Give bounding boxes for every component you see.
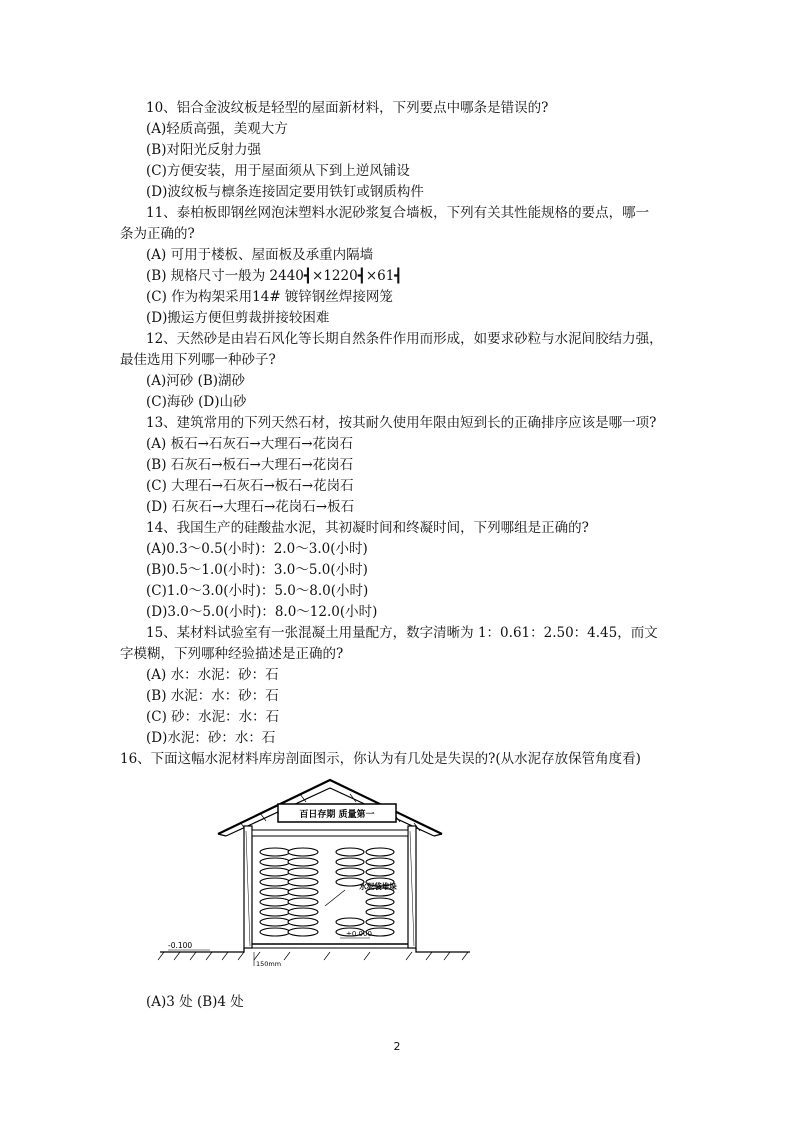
- question-15: 15、某材料试验室有一张混凝土用量配方，数字清晰为 1：0.61：2.50：4.45，而文: [146, 625, 658, 641]
- option-11a: (A) 可用于楼板、屋面板及承重内隔墙: [146, 247, 374, 263]
- question-11: 11、泰柏板即钢丝网泡沫塑料水泥砂浆复合墙板，下列有关其性能规格的要点，哪一: [146, 205, 650, 221]
- level-label: ±0.000: [346, 930, 372, 938]
- dimension-label: 150mm: [256, 960, 282, 968]
- option-13c: (C) 大理石→石灰石→板石→花岗石: [146, 478, 354, 494]
- option-15d: (D)水泥：砂：水：石: [146, 730, 276, 746]
- option-10a: (A)轻质高强，美观大方: [146, 121, 288, 137]
- option-11d: (D)搬运方便但剪裁拼接较困难: [146, 310, 330, 326]
- question-12: 12、天然砂是由岩石风化等长期自然条件作用而形成，如要求砂粒与水泥间胶结力强，: [146, 331, 663, 347]
- question-15-cont: 字模糊，下列哪种经验描述是正确的?: [120, 646, 344, 662]
- option-12cd: (C)海砂 (D)山砂: [146, 394, 247, 410]
- question-16: 16、下面这幅水泥材料库房剖面图示，你认为有几处是失误的?(从水泥存放保管角度看): [120, 751, 641, 767]
- option-10d: (D)波纹板与檩条连接固定要用铁钉或钢质构件: [146, 184, 424, 200]
- option-11c: (C) 作为构架采用14# 镀锌钢丝焊接网笼: [146, 289, 393, 305]
- question-12-cont: 最佳选用下列哪一种砂子?: [120, 352, 276, 368]
- option-13b: (B) 石灰石→板石→大理石→花岗石: [146, 457, 354, 473]
- option-15a: (A) 水：水泥：砂：石: [146, 667, 279, 683]
- stack-label: 水泥袋堆垛: [359, 882, 397, 891]
- sign-text: 百日存期 质量第一: [299, 810, 375, 820]
- warehouse-section-figure: [150, 776, 480, 976]
- option-14c: (C)1.0～3.0(小时)：5.0～8.0(小时): [146, 583, 369, 599]
- option-14d: (D)3.0～5.0(小时)：8.0～12.0(小时): [146, 604, 378, 620]
- option-10b: (B)对阳光反射力强: [146, 142, 261, 158]
- option-16ab: (A)3 处 (B)4 处: [146, 994, 244, 1010]
- question-14: 14、我国生产的硅酸盐水泥，其初凝时间和终凝时间，下列哪组是正确的?: [146, 520, 589, 536]
- option-10c: (C)方便安装，用于屋面须从下到上逆风铺设: [146, 163, 410, 179]
- question-10: 10、铝合金波纹板是轻型的屋面新材料，下列要点中哪条是错误的?: [146, 100, 549, 116]
- option-15b: (B) 水泥：水：砂：石: [146, 688, 279, 704]
- question-11-cont: 条为正确的?: [120, 226, 195, 242]
- option-15c: (C) 砂：水泥：水：石: [146, 709, 280, 725]
- option-14b: (B)0.5～1.0(小时)：3.0～5.0(小时): [146, 562, 368, 578]
- option-14a: (A)0.3～0.5(小时)：2.0～3.0(小时): [146, 541, 368, 557]
- page-number: 2: [393, 1040, 401, 1053]
- option-13a: (A) 板石→石灰石→大理石→花岗石: [146, 436, 354, 452]
- option-13d: (D) 石灰石→大理石→花岗石→板石: [146, 499, 355, 515]
- option-11b: (B) 规格尺寸一般为 2440┫×1220┫×61┫: [146, 268, 403, 284]
- question-13: 13、建筑常用的下列天然石材，按其耐久使用年限由短到长的正确排序应该是哪一项?: [146, 415, 657, 431]
- option-12ab: (A)河砂 (B)湖砂: [146, 373, 246, 389]
- left-level-label: -0.100: [168, 941, 193, 950]
